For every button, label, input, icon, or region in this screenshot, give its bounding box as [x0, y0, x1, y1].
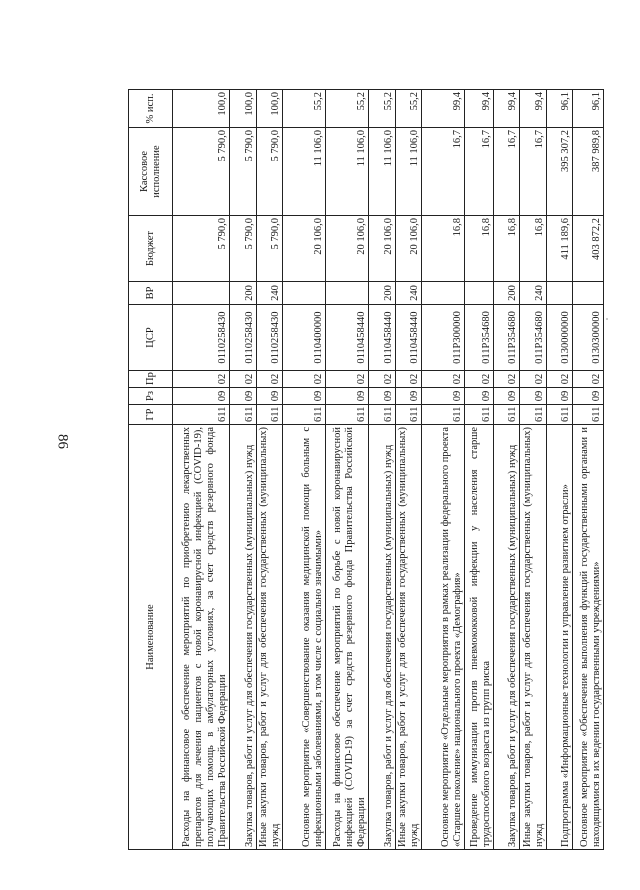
row-cash: 16,7 — [520, 128, 547, 216]
row-csr: 0110458440 — [326, 305, 369, 371]
row-cash: 395 307,2 — [546, 128, 573, 216]
row-rz: 09 — [256, 388, 283, 405]
row-rz: 09 — [465, 388, 494, 405]
header-cash: Кассовое исполнение — [129, 128, 173, 216]
row-pct: 99,4 — [520, 90, 547, 128]
row-rz: 09 — [573, 388, 604, 405]
page-number: 86 — [54, 434, 71, 449]
row-rz: 09 — [546, 388, 573, 405]
row-csr: 0110258430 — [256, 305, 283, 371]
row-budget: 20 106,0 — [369, 216, 396, 282]
row-cash: 11 106,0 — [369, 128, 396, 216]
row-gr: 611 — [465, 405, 494, 425]
row-name: Закупка товаров, работ и услуг для обеспечения государственных (муниципальных) нужд — [369, 425, 396, 850]
row-pct: 96,1 — [546, 90, 573, 128]
row-gr: 611 — [256, 405, 283, 425]
budget-table — [128, 89, 604, 850]
header-budget: Бюджет — [129, 216, 173, 282]
row-vr: 200 — [369, 282, 396, 305]
row-pct: 99,4 — [493, 90, 520, 128]
row-gr: 611 — [520, 405, 547, 425]
row-name: Закупка товаров, работ и услуг для обеспечения государственных (муниципальных) нужд — [493, 425, 520, 850]
row-name: Подпрограмма «Информационные технологии и управление развитием отрасли» — [546, 425, 573, 850]
row-csr: 0110258430 — [230, 305, 257, 371]
table-row — [326, 90, 369, 850]
row-pct: 100,0 — [173, 90, 230, 128]
row-pct: 100,0 — [230, 90, 257, 128]
row-pr: 02 — [546, 371, 573, 388]
table-header-row — [129, 90, 173, 850]
row-csr: 0110458440 — [395, 305, 422, 371]
row-rz: 09 — [520, 388, 547, 405]
table-row — [573, 90, 604, 850]
row-pr: 02 — [256, 371, 283, 388]
row-cash: 387 989,8 — [573, 128, 604, 216]
row-gr: 611 — [283, 405, 326, 425]
row-csr: 011P354680 — [520, 305, 547, 371]
row-gr: 611 — [546, 405, 573, 425]
row-name: Основное мероприятие «Обеспечение выполнения функций государственными органами и находящимися в их ведении государственными учреждениями» — [573, 425, 604, 850]
row-csr: 0130300000 — [573, 305, 604, 371]
row-gr: 611 — [395, 405, 422, 425]
row-rz: 09 — [283, 388, 326, 405]
row-pr: 02 — [493, 371, 520, 388]
row-cash: 5 790,0 — [173, 128, 230, 216]
row-rz: 09 — [395, 388, 422, 405]
row-rz: 09 — [230, 388, 257, 405]
row-vr — [573, 282, 604, 305]
row-budget: 20 106,0 — [395, 216, 422, 282]
header-rz: Рз — [129, 388, 173, 405]
row-pr: 02 — [230, 371, 257, 388]
row-gr: 611 — [173, 405, 230, 425]
row-pr: 02 — [283, 371, 326, 388]
header-csr: ЦСР — [129, 305, 173, 371]
row-pr: 02 — [173, 371, 230, 388]
row-gr: 611 — [493, 405, 520, 425]
row-rz: 09 — [369, 388, 396, 405]
row-csr: 011P354680 — [493, 305, 520, 371]
row-rz: 09 — [493, 388, 520, 405]
table-row — [395, 90, 422, 850]
row-csr: 0110258430 — [173, 305, 230, 371]
row-rz: 09 — [326, 388, 369, 405]
row-pct: 99,4 — [422, 90, 465, 128]
row-name: Расходы на финансовое обеспечение мероприятий по приобретению лекарственных препаратов для лечения пациентов с новой коронавирусной инфекцией (COVID-19), получающих помощь в амбулаторных условиях, за счет средств резервного фонда Правительства Российской Федерации — [173, 425, 230, 850]
row-gr: 611 — [422, 405, 465, 425]
row-cash: 16,7 — [465, 128, 494, 216]
row-vr: 240 — [395, 282, 422, 305]
row-csr: 0130000000 — [546, 305, 573, 371]
row-pct: 100,0 — [256, 90, 283, 128]
row-vr — [283, 282, 326, 305]
row-vr: 200 — [230, 282, 257, 305]
row-name: Основное мероприятие «Отдельные мероприятия в рамках реализации федерального проекта «Старшее поколение» национального проекта «Демография» — [422, 425, 465, 850]
row-name: Иные закупки товаров, работ и услуг для обеспечения государственных (муниципальных) нужд — [520, 425, 547, 850]
table-row — [369, 90, 396, 850]
row-cash: 11 106,0 — [283, 128, 326, 216]
table-row — [465, 90, 494, 850]
row-cash: 5 790,0 — [256, 128, 283, 216]
row-pr: 02 — [520, 371, 547, 388]
row-vr — [422, 282, 465, 305]
row-rz: 09 — [422, 388, 465, 405]
row-budget: 403 872,2 — [573, 216, 604, 282]
row-cash: 16,7 — [493, 128, 520, 216]
row-csr: 011P300000 — [422, 305, 465, 371]
row-budget: 16,8 — [493, 216, 520, 282]
table-row — [173, 90, 230, 850]
table-row — [256, 90, 283, 850]
row-pct: 55,2 — [326, 90, 369, 128]
row-vr: 240 — [520, 282, 547, 305]
row-pct: 99,4 — [465, 90, 494, 128]
header-vr: ВР — [129, 282, 173, 305]
scan-speck — [606, 318, 608, 320]
row-gr: 611 — [326, 405, 369, 425]
table-row — [493, 90, 520, 850]
row-cash: 11 106,0 — [326, 128, 369, 216]
row-pct: 55,2 — [369, 90, 396, 128]
row-budget: 16,8 — [465, 216, 494, 282]
row-vr — [465, 282, 494, 305]
row-pr: 02 — [465, 371, 494, 388]
row-budget: 20 106,0 — [326, 216, 369, 282]
table-row — [283, 90, 326, 850]
table-row — [520, 90, 547, 850]
row-budget: 20 106,0 — [283, 216, 326, 282]
row-budget: 5 790,0 — [173, 216, 230, 282]
row-gr: 611 — [573, 405, 604, 425]
row-cash: 11 106,0 — [395, 128, 422, 216]
row-name: Расходы на финансовое обеспечение мероприятий по борьбе с новой коронавирусной инфекцией (COVID-19) за счет средств резервного фонда Правительства Российской Федерации — [326, 425, 369, 850]
row-pct: 96,1 — [573, 90, 604, 128]
table-row — [230, 90, 257, 850]
header-pct: % исп. — [129, 90, 173, 128]
row-name: Закупка товаров, работ и услуг для обеспечения государственных (муниципальных) нужд — [230, 425, 257, 850]
row-csr: 0110400000 — [283, 305, 326, 371]
row-rz: 09 — [173, 388, 230, 405]
row-name: Иные закупки товаров, работ и услуг для обеспечения государственных (муниципальных) нужд — [256, 425, 283, 850]
header-pr: Пр — [129, 371, 173, 388]
rotated-table-container — [128, 90, 604, 850]
row-pr: 02 — [326, 371, 369, 388]
row-pr: 02 — [573, 371, 604, 388]
row-pct: 55,2 — [283, 90, 326, 128]
row-gr: 611 — [369, 405, 396, 425]
row-name: Основное мероприятие «Совершенствование оказания медицинской помощи больным с инфекционными заболеваниями, в том числе с социально значимыми» — [283, 425, 326, 850]
row-name: Иные закупки товаров, работ и услуг для обеспечения государственных (муниципальных) нужд — [395, 425, 422, 850]
row-pr: 02 — [422, 371, 465, 388]
row-csr: 011P354680 — [465, 305, 494, 371]
row-vr: 200 — [493, 282, 520, 305]
header-name: Наименование — [129, 425, 173, 850]
row-budget: 5 790,0 — [256, 216, 283, 282]
row-budget: 16,8 — [422, 216, 465, 282]
row-vr — [546, 282, 573, 305]
row-csr: 0110458440 — [369, 305, 396, 371]
row-name: Проведение иммунизации против пневмококковой инфекции у населения старше трудоспособного возраста из групп риска — [465, 425, 494, 850]
row-pct: 55,2 — [395, 90, 422, 128]
row-pr: 02 — [395, 371, 422, 388]
row-cash: 16,7 — [422, 128, 465, 216]
row-gr: 611 — [230, 405, 257, 425]
row-vr — [173, 282, 230, 305]
row-cash: 5 790,0 — [230, 128, 257, 216]
table-row — [546, 90, 573, 850]
row-budget: 16,8 — [520, 216, 547, 282]
row-budget: 411 189,6 — [546, 216, 573, 282]
header-gr: ГР — [129, 405, 173, 425]
row-vr: 240 — [256, 282, 283, 305]
row-vr — [326, 282, 369, 305]
row-budget: 5 790,0 — [230, 216, 257, 282]
table-row — [422, 90, 465, 850]
row-pr: 02 — [369, 371, 396, 388]
